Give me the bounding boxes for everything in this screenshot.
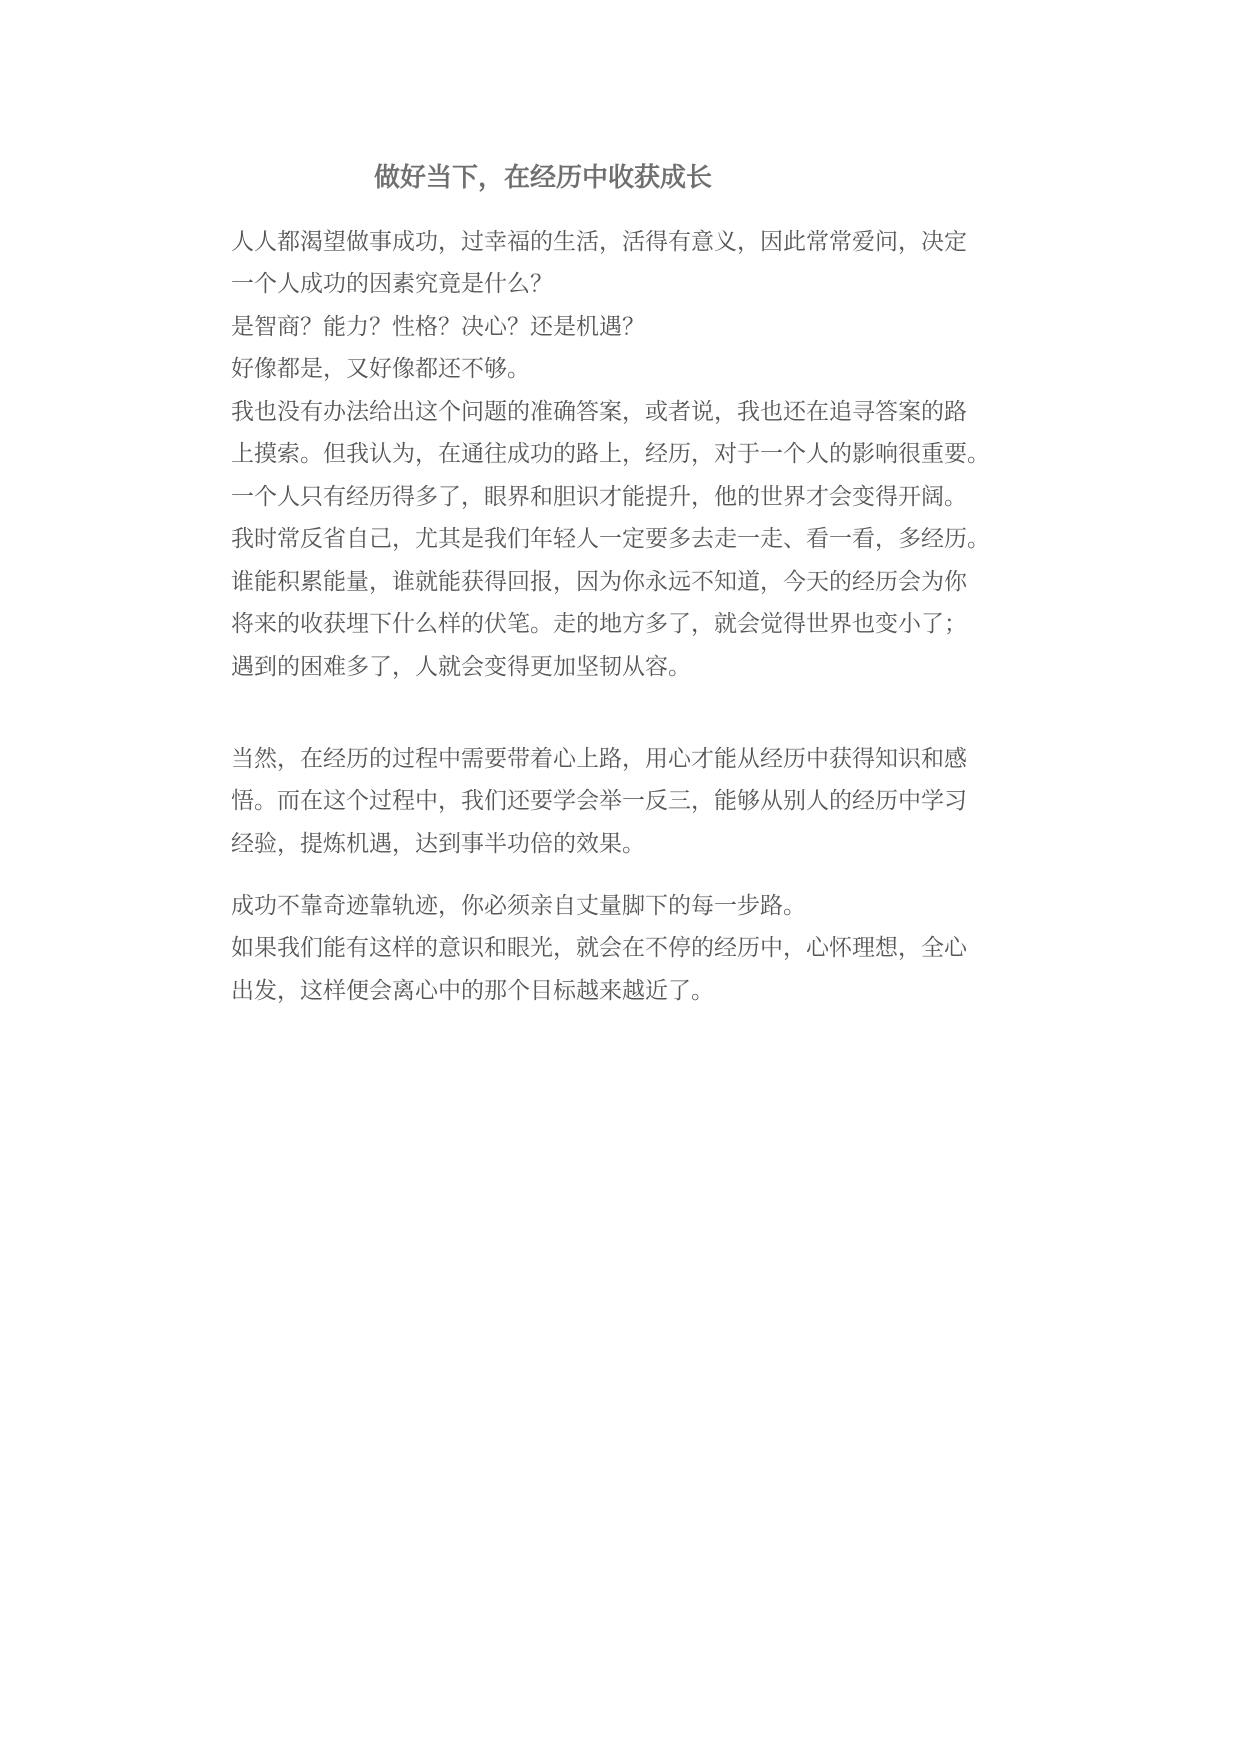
text-line: 经验，提炼机遇，达到事半功倍的效果。 — [231, 831, 645, 857]
text-line: 上摸索。但我认为，在通往成功的路上，经历，对于一个人的影响很重要。 — [231, 441, 990, 467]
text-line: 将来的收获埋下什么样的伏笔。走的地方多了，就会觉得世界也变小了； — [231, 611, 967, 637]
text-line: 我也没有办法给出这个问题的准确答案，或者说，我也还在追寻答案的路 — [231, 399, 967, 425]
text-line: 出发，这样便会离心中的那个目标越来越近了。 — [231, 978, 714, 1004]
text-line: 成功不靠奇迹靠轨迹，你必须亲自丈量脚下的每一步路。 — [231, 893, 806, 919]
text-line: 悟。而在这个过程中，我们还要学会举一反三，能够从别人的经历中学习 — [231, 788, 967, 814]
text-line: 一个人只有经历得多了，眼界和胆识才能提升，他的世界才会变得开阔。 — [231, 484, 967, 510]
text-line: 遇到的困难多了，人就会变得更加坚韧从容。 — [231, 654, 691, 680]
text-line: 是智商？能力？性格？决心？还是机遇？ — [231, 314, 645, 340]
text-line: 我时常反省自己，尤其是我们年轻人一定要多去走一走、看一看，多经历。 — [231, 526, 990, 552]
text-line: 如果我们能有这样的意识和眼光，就会在不停的经历中，心怀理想，全心 — [231, 935, 967, 961]
text-line: 人人都渴望做事成功，过幸福的生活，活得有意义，因此常常爱问，决定 — [231, 229, 967, 255]
text-line: 一个人成功的因素究竟是什么？ — [231, 271, 553, 297]
text-line: 好像都是，又好像都还不够。 — [231, 356, 530, 382]
text-line: 当然，在经历的过程中需要带着心上路，用心才能从经历中获得知识和感 — [231, 746, 967, 772]
text-line: 谁能积累能量，谁就能获得回报，因为你永远不知道，今天的经历会为你 — [231, 569, 967, 595]
document-title: 做好当下，在经历中收获成长 — [374, 163, 713, 193]
